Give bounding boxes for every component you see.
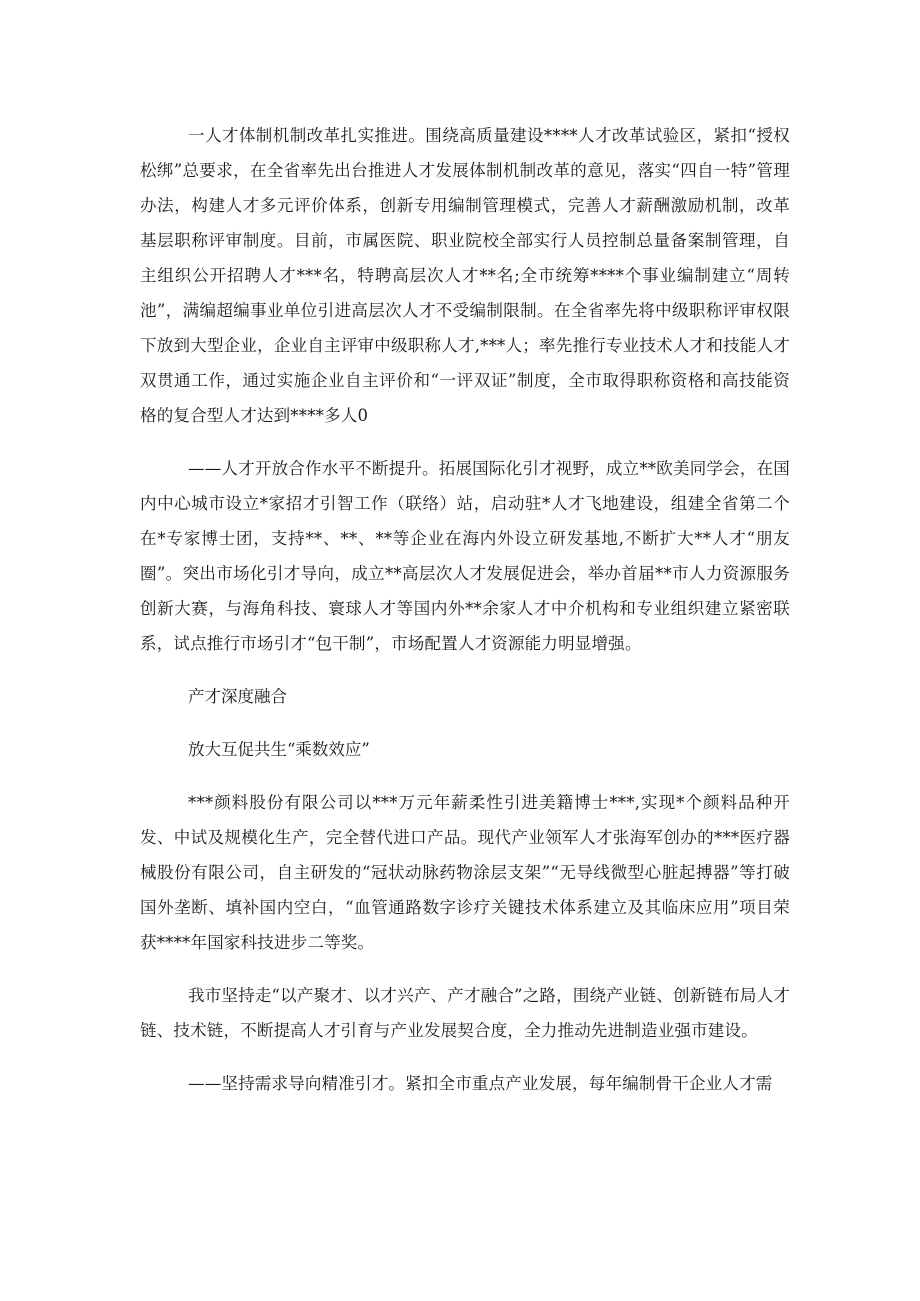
document-page [140,118,790,1119]
section-heading: 产才深度融合 [188,687,287,706]
paragraph-strategy: 我市坚持走“以产聚才、以才兴产、产才融合”之路，围绕产业链、创新链布局人才链、技术链，不断提高人才引育与产业发展契合度，全力推动先进制造业强市建设。 [140,986,790,1040]
paragraph-demand-oriented: ——坚持需求导向精准引才。紧扣全市重点产业发展，每年编制骨干企业人才需 [188,1074,773,1093]
paragraph-opening-cooperation: ——人才开放合作水平不断提升。拓展国际化引才视野，成立**欧美同学会，在国内中心城市设立*家招才引智工作（联络）站，启动驻*人才飞地建设，组建全省第二个在*专家博士团，支持**、**、**等企业在海内外设立研发基地,不断扩大**人才“朋友圈”。突出市场化引才导向，成立**高层次人才发展促进会，举办首届**市人力资源服务创新大赛，与海角科技、寰球人才等国内外**余家人才中介机构和专业组织建立紧密联系，试点推行市场引才“包干制”，市场配置人才资源能力明显增强。 [140,459,790,653]
paragraph-case-study: ***颜料股份有限公司以***万元年薪柔性引进美籍博士***,实现*个颜料品种开发、中试及规模化生产，完全替代进口产品。现代产业领军人才张海军创办的***医疗器械股份有限公司，自主研发的“冠状动脉药物涂层支架”“无导线微型心脏起搏器”等打破国外垄断、填补国内空白，“血管通路数字诊疗关键技术体系建立及其临床应用”项目荣获****年国家科技进步二等奖。 [140,793,790,952]
section-subheading: 放大互促共生“乘数效应” [188,740,370,759]
paragraph-reform: 一人才体制机制改革扎实推进。围绕高质量建设****人才改革试验区，紧扣“授权松绑”总要求，在全省率先出台推进人才发展体制机制改革的意见，落实“四自一特”管理办法，构建人才多元评价体系，创新专用编制管理模式，完善人才薪酬激励机制，改革基层职称评审制度。目前，市属医院、职业院校全部实行人员控制总量备案制管理，自主组织公开招聘人才***名，特聘高层次人才**名;全市统筹****个事业编制建立“周转池”，满编超编事业单位引进高层次人才不受编制限制。在全省率先将中级职称评审权限下放到大型企业，企业自主评审中级职称人才,***人；率先推行专业技术人才和技能人才双贯通工作，通过实施企业自主评价和“一评双证”制度，全市取得职称资格和高技能资格的复合型人才达到****多人0 [140,126,790,425]
